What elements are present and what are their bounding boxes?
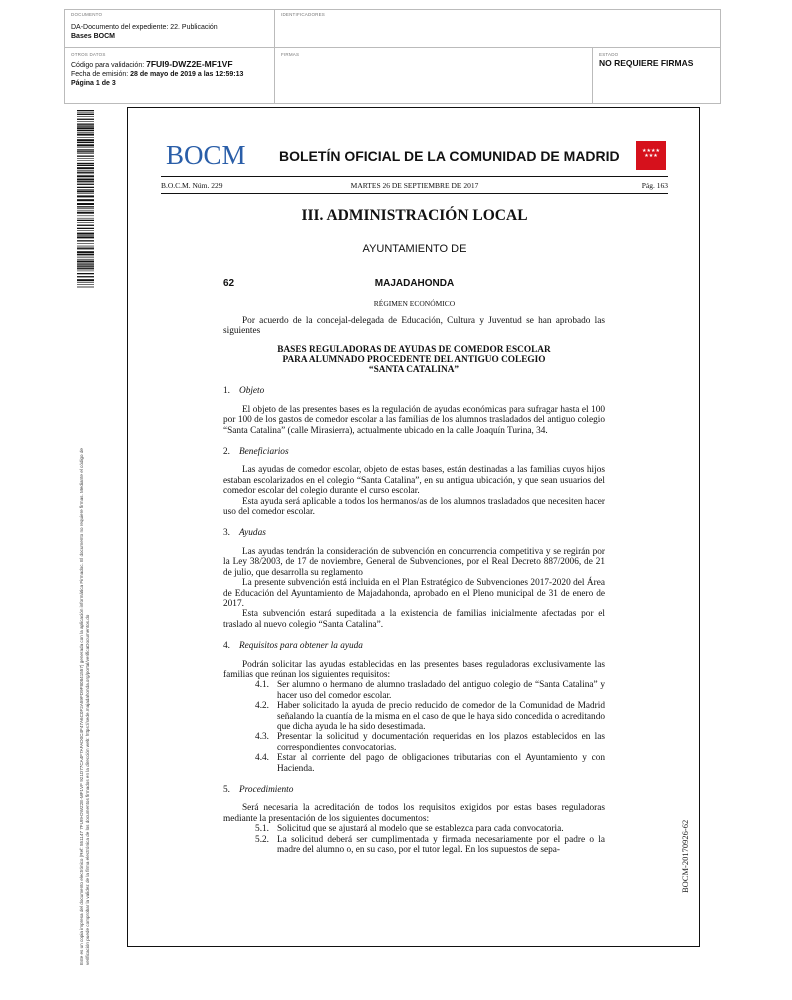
list-item-number: 5.2. [255, 834, 269, 845]
barcode-image [77, 110, 94, 288]
section-3-paragraph-1: Las ayudas tendrán la consideración de subvención en concurrencia competitiva y se regirán por la Ley 38/2003, de 17 de noviembre, General de Subvenciones, por el Real Decreto 887/2006, de 21 de julio, que desarrolla su reglamento [223, 546, 605, 578]
list-item-number: 4.2. [255, 701, 269, 712]
section-5-paragraph: Será necesaria la acreditación de todos los requisitos exigidos por estas bases reguladoras mediante la presentación de los siguientes documentos: [223, 803, 605, 824]
list-item-text: Presentar la solicitud y documentación requeridas en los plazos establecidos en las correspondientes convocatorias. [277, 732, 605, 753]
list-item-text: Haber solicitado la ayuda de precio reducido de comedor de la Comunidad de Madrid señalando la cuantía de la misma en el caso de que le haya sido concedida o acreditando que dicha ayuda le ha sido desestimada. [277, 701, 605, 732]
fecha-value: 28 de mayo de 2019 a las 12:59:13 [130, 71, 244, 78]
header-rule-top [161, 176, 668, 177]
bocm-date: MARTES 26 DE SEPTIEMBRE DE 2017 [350, 181, 479, 190]
list-item-text: Solicitud que se ajustará al modelo que se establezca para cada convocatoria. [277, 824, 564, 835]
bases-title-line2: PARA ALUMNADO PROCEDENTE DEL ANTIGUO COLEGIO [282, 355, 546, 366]
bocm-page-number: Pág. 163 [641, 181, 668, 190]
section-5-title: Procedimiento [238, 785, 294, 796]
madrid-flag-icon [636, 141, 666, 170]
ayuntamiento-heading: AYUNTAMIENTO DE [362, 243, 467, 255]
list-item [223, 753, 605, 774]
list-item-number: 4.3. [255, 732, 269, 743]
validation-text-line2: verificación puede comprobar la validez de la firma electrónica de los documentos firmados en la dirección web: https://sede.majadahonda.org/portal/verificaDocumentos.do [85, 614, 90, 965]
list-item [223, 701, 605, 732]
section-2-paragraph-2: Esta ayuda será aplicable a todos los hermanos/as de los alumnos trasladados que necesiten hacer uso del comedor escolar. [223, 496, 605, 518]
section-title: III. ADMINISTRACIÓN LOCAL [301, 207, 528, 224]
document-header-table [64, 9, 721, 104]
section-4-heading [223, 641, 605, 651]
pagina-label: Página 1 de 3 [71, 80, 116, 87]
validation-text-line1: Este es un copia impresa del documento electrónico (Ref: 551147 7FUI9-DWZ2E-MF1VF 921D77CA4F7AFAD0C4F47A6C0F2A59FD9F80841557) generada con la aplicación informática Firmadoc. El documento no requiere firmas. Mediante el código de [79, 448, 84, 965]
list-item [223, 732, 605, 753]
section-3-paragraph-3: Esta subvención estará supeditada a la existencia de familias inicialmente afectadas por el traslado al nuevo colegio “Santa Catalina”. [223, 609, 605, 630]
list-item-number: 4.4. [255, 753, 269, 764]
section-1-title: Objeto [238, 386, 265, 397]
section-3-heading [223, 528, 605, 538]
validation-side-text [79, 285, 91, 965]
bocm-logo: BOCM [166, 140, 246, 170]
firmas-cell [275, 48, 593, 103]
bocm-number: B.O.C.M. Núm. 229 [161, 181, 223, 190]
section-2-title: Beneficiarios [238, 447, 289, 458]
list-item [223, 680, 605, 701]
list-item-number: 5.1. [255, 824, 269, 835]
list-item [223, 824, 605, 834]
municipality-name: MAJADAHONDA [374, 278, 455, 289]
section-1-number: 1. [223, 386, 230, 397]
list-item-number: 4.1. [255, 680, 269, 691]
list-item-text: Ser alumno o hermano de alumno trasladado del antiguo colegio de “Santa Catalina” y hacer uso del comedor escolar. [277, 680, 605, 701]
header-rule-bottom [161, 193, 668, 194]
list-item-text: Estar al corriente del pago de obligaciones tributarias con el Ayuntamiento y con Hacienda. [277, 753, 605, 774]
section-2-heading [223, 447, 605, 457]
bases-title-line1: BASES REGULADORAS DE AYUDAS DE COMEDOR ESCOLAR [277, 344, 551, 355]
list-item-text: La solicitud deberá ser cumplimentada y firmada necesariamente por el padre o la madre del alumno o, en su caso, por el tutor legal. En los supuestos de sepa- [277, 834, 605, 856]
bocm-title: BOLETÍN OFICIAL DE LA COMUNIDAD DE MADRID [279, 148, 620, 164]
documento-line2: Bases BOCM [71, 33, 115, 40]
documento-cell [65, 10, 275, 48]
otros-datos-cell [65, 48, 275, 103]
document-body [223, 316, 605, 855]
bocm-side-code: BOCM-20170926-62 [680, 819, 690, 893]
section-3-paragraph-2: La presente subvención está incluida en el Plan Estratégico de Subvenciones 2017-2020 del Área de Educación del Ayuntamiento de Majadahonda, aprobado en el Pleno municipal de 31 de enero de 2017. [223, 578, 605, 609]
bases-title-line3: “SANTA CATALINA” [368, 365, 460, 376]
intro-paragraph: Por acuerdo de la concejal-delegada de Educación, Cultura y Juventud se han aprobado las siguientes [223, 316, 605, 337]
section-1-heading [223, 386, 605, 396]
identificadores-cell [275, 10, 720, 48]
section-1-paragraph: El objeto de las presentes bases es la regulación de ayudas económicas para sufragar hasta el 100 por 100 de los gastos de comedor escolar a las familias de los alumnos trasladados del antiguo colegio “Santa Catalina” (calle Mirasierra), actualmente ubicado en la calle Joaquín Turina, 34. [223, 404, 605, 436]
estado-cell [593, 48, 720, 103]
codigo-value: 7FUI9-DWZ2E-MF1VF [146, 59, 233, 69]
list-item [223, 835, 605, 856]
firmas-label: FIRMAS [281, 52, 300, 57]
section-4-paragraph: Podrán solicitar las ayudas establecidas en las presentes bases reguladoras exclusivamente las familias que reúnan los siguientes requisitos: [223, 659, 605, 680]
codigo-label: Código para validación: [71, 62, 145, 69]
fecha-label: Fecha de emisión: [71, 71, 129, 78]
section-4-number: 4. [223, 641, 230, 652]
estado-value: NO REQUIERE FIRMAS [599, 58, 694, 68]
flag-stars-icon: ★★★★ ★★★ [642, 148, 660, 159]
section-3-title: Ayudas [238, 528, 266, 539]
section-5-number: 5. [223, 785, 230, 796]
section-2-paragraph-1: Las ayudas de comedor escolar, objeto de estas bases, están destinadas a las familias cuyos hijos estaban escolarizados en el colegio “Santa Catalina”, en su antigua ubicación, y que sean usuarios del comedor escolar del colegio durante el curso escolar. [223, 465, 605, 497]
estado-label: ESTADO [599, 52, 619, 57]
announcement-number: 62 [223, 278, 235, 289]
regimen-label: RÉGIMEN ECONÓMICO [373, 299, 456, 308]
section-5-heading [223, 785, 605, 795]
section-2-number: 2. [223, 447, 230, 458]
bases-title [223, 345, 605, 376]
documento-line1: DA-Documento del expediente: 22. Publicación [71, 24, 218, 31]
identificadores-label: IDENTIFICADORES [281, 12, 326, 17]
otros-datos-label: OTROS DATOS [71, 52, 106, 57]
documento-label: DOCUMENTO [71, 12, 103, 17]
section-4-title: Requisitos para obtener la ayuda [238, 641, 363, 652]
section-3-number: 3. [223, 528, 230, 539]
